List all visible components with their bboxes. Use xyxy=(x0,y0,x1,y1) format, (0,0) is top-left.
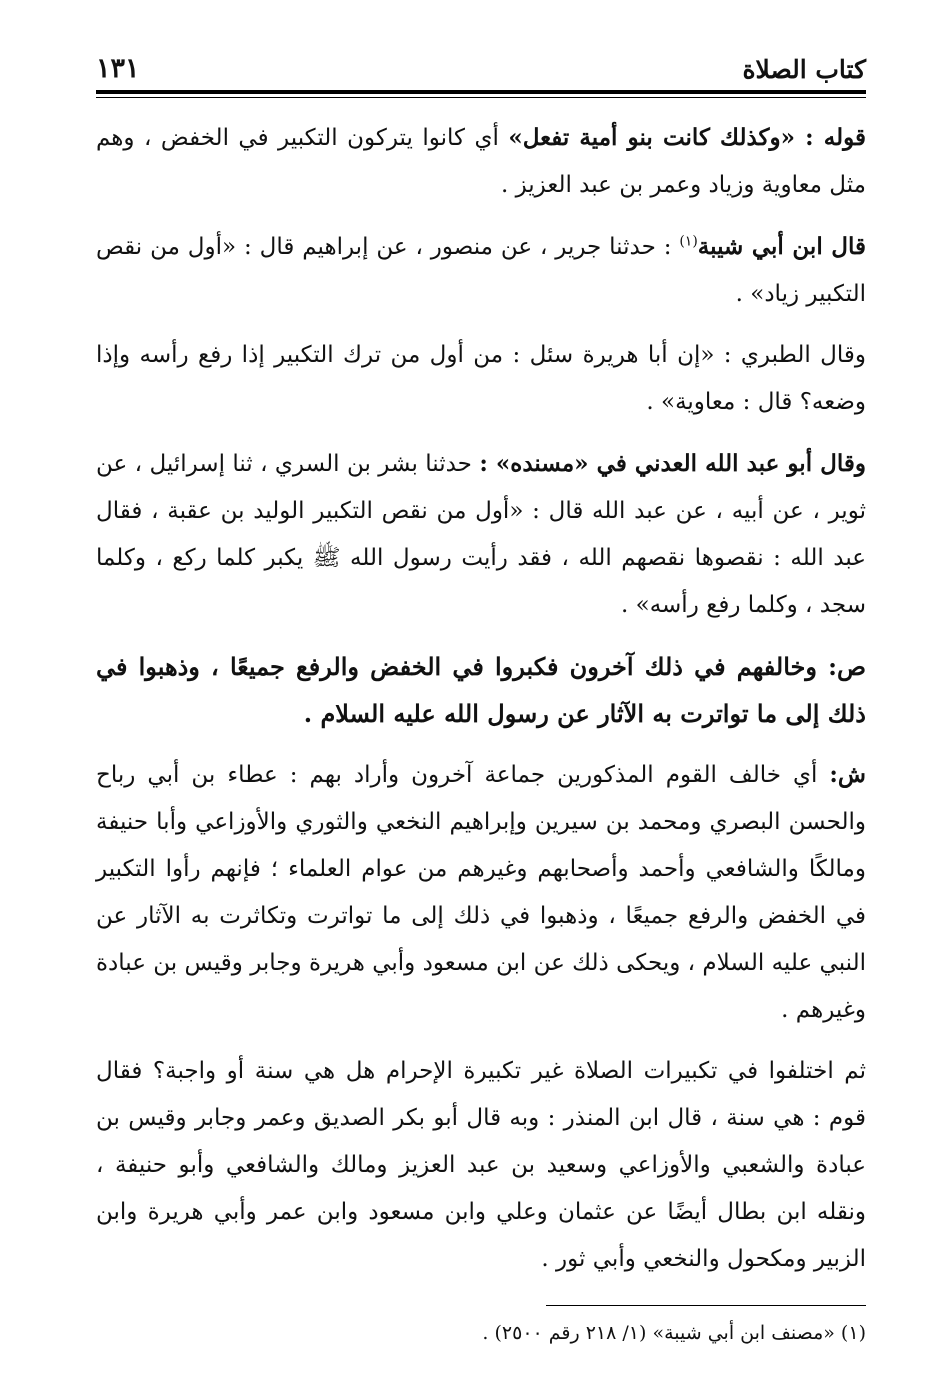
header-rule-thick xyxy=(96,90,866,94)
paragraph-1-quote: «وكذلك كانت بنو أمية تفعل» xyxy=(508,124,806,151)
paragraph-6-text: أي خالف القوم المذكورين جماعة آخرون وأراد بهم : عطاء بن أبي رباح والحسن البصري ومحمد بن سيرين وإبراهيم النخعي والثوري والأوزاعي وأبا حنيفة ومالكًا والشافعي وأحمد وأصحابهم وغيرهم من عوام العلماء ؛ فإنهم رأوا التكبير في الخفض والرفع جميعًا ، وذهبوا في ذلك إلى ما تواترت وتكاثرت به الآثار عن النبي عليه السلام ، ويحكى ذلك عن ابن مسعود وأبي هريرة وجابر وقيس بن عبادة وغيرهم . xyxy=(96,762,866,1023)
paragraph-2 xyxy=(96,223,866,318)
paragraph-7-text: ثم اختلفوا في تكبيرات الصلاة غير تكبيرة الإحرام هل هي سنة أو واجبة؟ فقال قوم : هي سنة ، قال ابن المنذر : وبه قال أبو بكر الصديق وعمر وجابر وقيس بن عبادة والشعبي والأوزاعي وسعيد بن عبد العزيز ومالك والشافعي وأبو حنيفة ، ونقله ابن بطال أيضًا عن عثمان وعلي وابن مسعود وابن عمر وأبي هريرة وابن الزبير ومكحول والنخعي وأبي ثور . xyxy=(96,1058,867,1272)
header-rule-thin xyxy=(96,97,866,98)
paragraph-7 xyxy=(96,1048,866,1283)
paragraph-4-lead: وقال أبو عبد الله العدني في «مسنده» : xyxy=(479,450,867,477)
page-number: ١٣١ xyxy=(96,53,140,84)
running-title: كتاب الصلاة xyxy=(742,55,866,84)
footnote-rule xyxy=(546,1305,866,1306)
paragraph-3 xyxy=(96,332,866,426)
page-header xyxy=(96,48,866,84)
paragraph-3-text: وقال الطبري : «إن أبا هريرة سئل : من أول من ترك التكبير إذا رفع رأسه وإذا وضعه؟ قال : معاوية» . xyxy=(96,342,866,415)
paragraph-5-text: ص: وخالفهم في ذلك آخرون فكبروا في الخفض والرفع جميعًا ، وذهبوا في ذلك إلى ما تواترت به الآثار عن رسول الله عليه السلام . xyxy=(96,652,866,728)
paragraph-6-lead: ش: xyxy=(829,761,866,788)
paragraph-1-text: أي كانوا يتركون التكبير في الخفض ، وهم مثل معاوية وزياد وعمر بن عبد العزيز . xyxy=(96,125,866,198)
paragraph-2-text: : حدثنا جرير ، عن منصور ، عن إبراهيم قال : «أول من نقص التكبير زياد» . xyxy=(96,234,866,307)
paragraph-4 xyxy=(96,440,866,629)
book-page xyxy=(96,48,866,1348)
paragraph-1-lead: قوله : xyxy=(805,124,866,151)
paragraph-2-lead: قال ابن أبي شيبة xyxy=(697,233,867,260)
paragraph-6 xyxy=(96,751,866,1034)
paragraph-1 xyxy=(96,114,866,209)
paragraph-5-matn xyxy=(96,643,866,737)
footnote-marker: (١) xyxy=(679,233,698,250)
paragraph-4-text: حدثنا بشر بن السري ، ثنا إسرائيل ، عن ثوير ، عن أبيه ، عن عبد الله قال : «أول من نقص التكبير الوليد بن عقبة ، فقال عبد الله : نقصوها نقصهم الله ، فقد رأيت رسول الله ﷺ يكبر كلما ركع ، وكلما سجد ، وكلما رفع رأسه» . xyxy=(96,451,866,618)
footnote: (١) «مصنف ابن أبي شيبة» (١/ ٢١٨ رقم ٢٥٠٠) . xyxy=(482,1322,866,1344)
